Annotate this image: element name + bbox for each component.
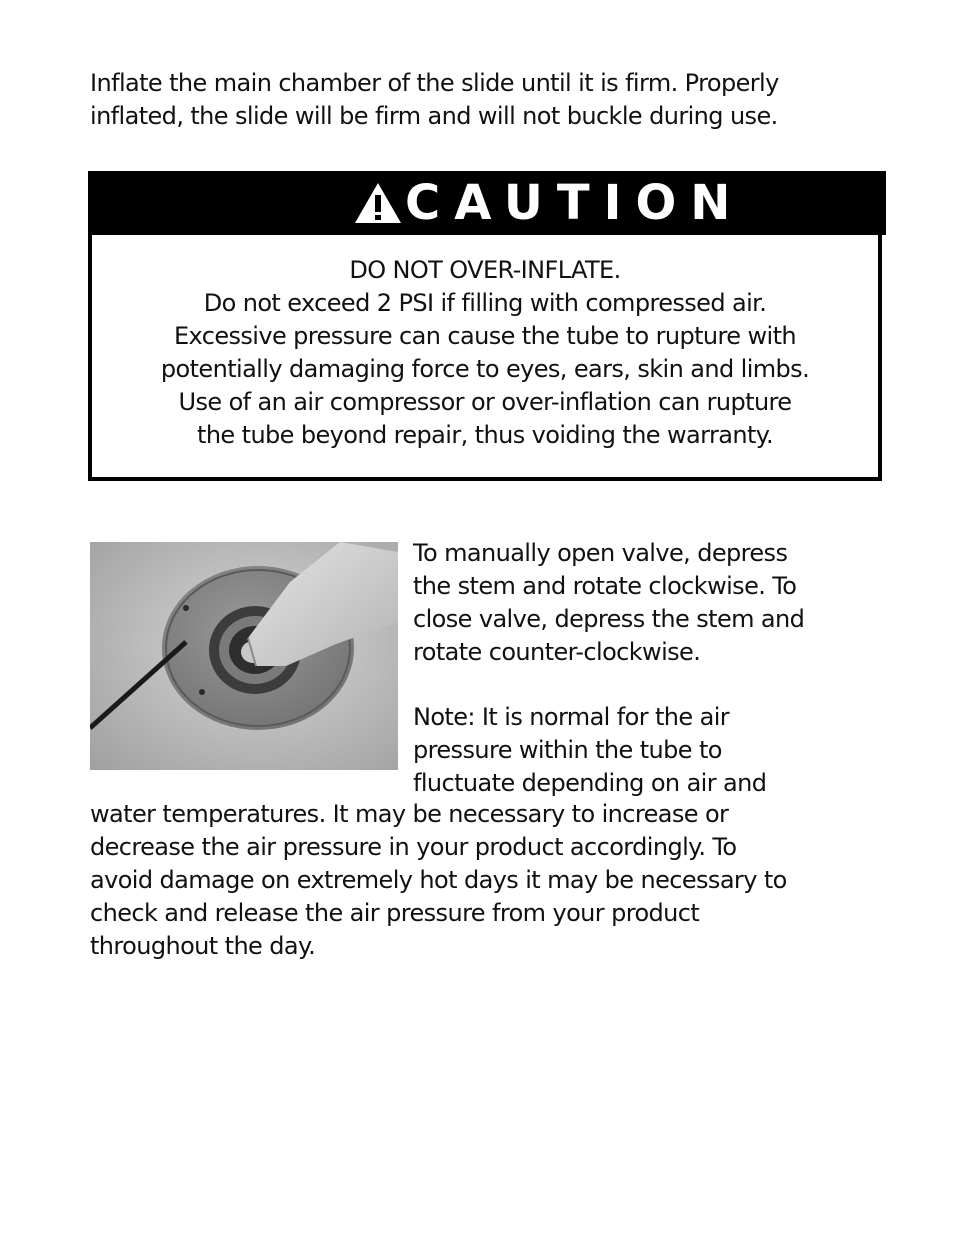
- caution-line-3: Excessive pressure can cause the tube to rupture with: [173, 322, 796, 350]
- note-line-7: check and release the air pressure from your product: [90, 899, 700, 927]
- instruction-line-2: the stem and rotate clockwise. To: [413, 572, 797, 600]
- valve-instructions: [413, 537, 853, 800]
- note-line-1: Note: It is normal for the air: [413, 703, 730, 731]
- note-line-5: decrease the air pressure in your product accordingly. To: [90, 833, 737, 861]
- caution-title: CAUTION: [405, 175, 745, 231]
- caution-heading: [353, 177, 744, 229]
- instruction-line-4: rotate counter-clockwise.: [413, 638, 701, 666]
- instruction-line-1: To manually open valve, depress: [413, 539, 788, 567]
- intro-line-1: Inflate the main chamber of the slide until it is firm. Properly: [90, 69, 779, 97]
- caution-text: [92, 254, 878, 452]
- valve-photo: [90, 542, 398, 770]
- caution-line-4: potentially damaging force to eyes, ears, skin and limbs.: [160, 355, 810, 383]
- caution-banner: [88, 171, 886, 235]
- note-line-8: throughout the day.: [90, 932, 316, 960]
- caution-line-6: the tube beyond repair, thus voiding the warranty.: [197, 421, 773, 449]
- warning-triangle-icon: [353, 181, 403, 225]
- intro-paragraph: [90, 67, 880, 133]
- caution-box: [88, 171, 882, 481]
- caution-line-5: Use of an air compressor or over-inflation can rupture: [178, 388, 792, 416]
- intro-line-2: inflated, the slide will be firm and will not buckle during use.: [90, 102, 778, 130]
- note-line-3: fluctuate depending on air and: [413, 769, 767, 797]
- paragraph-gap: [413, 669, 853, 701]
- instruction-line-3: close valve, depress the stem and: [413, 605, 805, 633]
- note-line-6: avoid damage on extremely hot days it may be necessary to: [90, 866, 787, 894]
- caution-line-2: Do not exceed 2 PSI if filling with compressed air.: [203, 289, 767, 317]
- note-line-4: water temperatures. It may be necessary to increase or: [90, 800, 729, 828]
- note-continuation: [90, 798, 870, 963]
- note-line-2: pressure within the tube to: [413, 736, 722, 764]
- caution-line-1: DO NOT OVER-INFLATE.: [349, 256, 621, 284]
